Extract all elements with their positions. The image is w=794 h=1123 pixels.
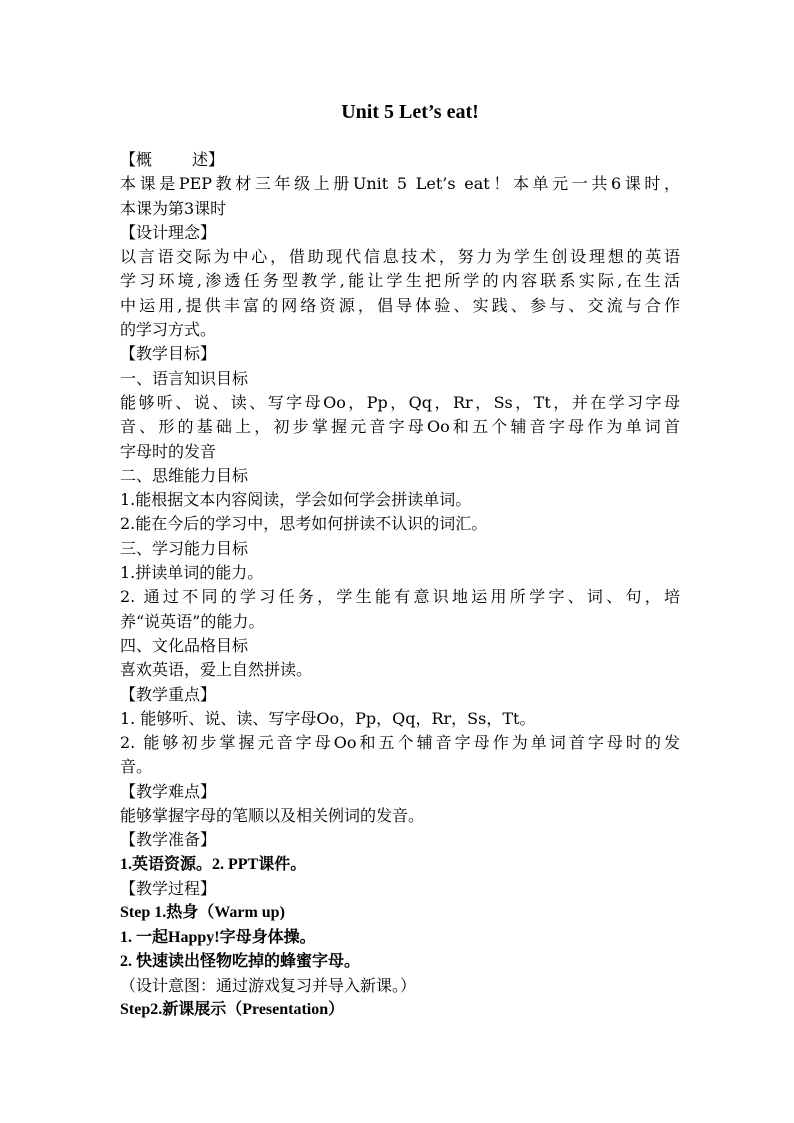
goal1-line-1: 能够听、说、读、写字母Oo，Pp，Qq，Rr，Ss，Tt，并在学习字母 [120, 392, 680, 412]
section-heading-preparation: 【教学准备】 [120, 830, 217, 850]
section-heading-overview [120, 148, 680, 172]
process-line-3: 2. 快速读出怪物吃掉的蜂蜜字母。 [120, 952, 361, 970]
process-line-5: Step2.新课展示（Presentation） [120, 1001, 345, 1019]
section-heading-key-points: 【教学重点】 [120, 684, 217, 704]
goal3-line-3: 养“说英语”的能力。 [120, 611, 265, 631]
goal2-line-2: 2.能在今后的学习中，思考如何拼读不认识的词汇。 [120, 514, 488, 534]
overview-line-1: 本课是PEP教材三年级上册Unit 5 Let’s eat！本单元一共6课时， [120, 174, 680, 194]
key-line-3: 音。 [120, 757, 153, 777]
design-line-3: 中运用,提供丰富的网络资源，倡导体验、实践、参与、交流与合作 [120, 295, 680, 315]
goal1-heading: 一、语言知识目标 [120, 368, 249, 388]
design-line-4: 的学习方式。 [120, 320, 217, 340]
design-line-1: 以言语交际为中心，借助现代信息技术，努力为学生创设理想的英语 [120, 247, 680, 267]
goal1-line-2: 音、形的基础上，初步掌握元音字母Oo和五个辅音字母作为单词首 [120, 417, 680, 437]
section-heading-process: 【教学过程】 [120, 878, 217, 898]
goal4-line-1: 喜欢英语，爱上自然拼读。 [120, 660, 313, 680]
goal2-heading: 二、思维能力目标 [120, 465, 249, 485]
section-heading-design: 【设计理念】 [120, 222, 217, 242]
section-heading-difficulties: 【教学难点】 [120, 781, 217, 801]
document-title: Unit 5 Let’s eat! [341, 101, 479, 123]
overview-line-2: 本课为第3课时 [120, 198, 227, 218]
goal3-line-1: 1.拼读单词的能力。 [120, 563, 264, 583]
section-heading-goals: 【教学目标】 [120, 344, 217, 364]
document-page [120, 98, 680, 1023]
prep-line-1: 1.英语资源。2. PPT课件。 [120, 855, 307, 873]
design-line-2: 学习环境,渗透任务型教学,能让学生把所学的内容联系实际,在生活 [120, 271, 680, 291]
overview-heading-right: 述】 [192, 150, 225, 169]
goal1-line-3: 字母时的发音 [120, 441, 217, 461]
overview-heading-left: 【概 [120, 150, 153, 169]
key-line-2: 2. 能够初步掌握元音字母Oo和五个辅音字母作为单词首字母时的发 [120, 733, 680, 753]
goal3-line-2: 2. 通过不同的学习任务，学生能有意识地运用所学字、词、句，培 [120, 587, 680, 607]
goal2-line-1: 1.能根据文本内容阅读，学会如何学会拼读单词。 [120, 490, 472, 510]
process-line-1: Step 1.热身（Warm up) [120, 904, 285, 922]
difficult-line-1: 能够掌握字母的笔顺以及相关例词的发音。 [120, 806, 425, 826]
goal4-heading: 四、文化品格目标 [120, 635, 249, 655]
process-line-4: （设计意图：通过游戏复习并导入新课。） [120, 976, 417, 996]
goal3-heading: 三、学习能力目标 [120, 538, 249, 558]
process-line-2: 1. 一起Happy!字母身体操。 [120, 928, 316, 946]
key-line-1: 1. 能够听、说、读、写字母Oo，Pp，Qq，Rr，Ss，Tt。 [120, 708, 536, 728]
